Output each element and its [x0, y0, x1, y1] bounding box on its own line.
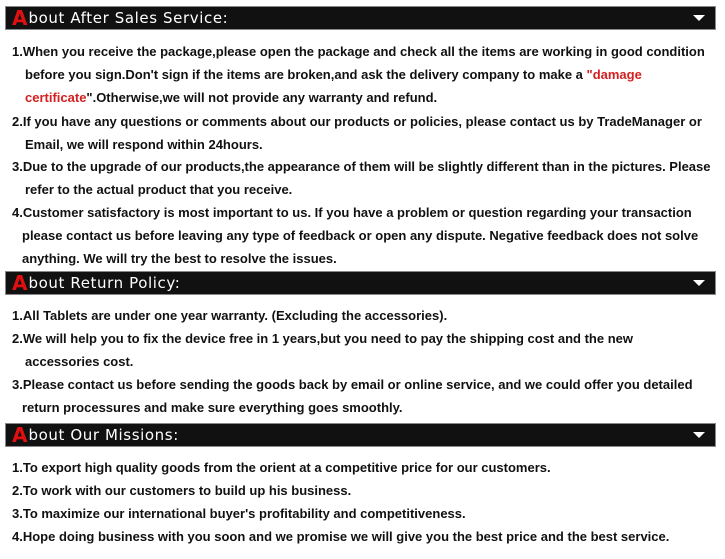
header-title: bout Return Policy:: [28, 274, 181, 292]
item-text: 3.Please contact us before sending the goods back by email or online service, and we could offer you detailed: [12, 377, 693, 392]
list-item: [12, 456, 723, 479]
header-title: bout Our Missions:: [28, 426, 179, 444]
item-text: accessories cost.: [25, 354, 134, 369]
item-text: 3.Due to the upgrade of our products,the appearance of them will be slightly different than in the pictures. Please: [12, 159, 711, 174]
item-text: 4.Hope doing business with you soon and we promise we will give you the best price and the best service.: [12, 529, 670, 544]
missions-section: [5, 423, 716, 447]
chevron-down-icon: [693, 15, 705, 21]
highlight-text: "damage: [586, 67, 642, 82]
item-text: 2.If you have any questions or comments about our products or policies, please contact us by TradeManager or: [12, 114, 702, 129]
header-initial: A: [12, 271, 28, 295]
list-item: [12, 525, 723, 548]
after-sales-section: [5, 6, 716, 30]
chevron-down-icon: [693, 280, 705, 286]
list-item: [12, 155, 723, 201]
highlight-text: certificate: [25, 90, 87, 105]
after-sales-header: [5, 6, 716, 30]
item-text-part: ".Otherwise,we will not provide any warranty and refund.: [86, 90, 438, 105]
item-text-part: before you sign.Don't sign if the items are broken,and ask the delivery company to make a: [25, 67, 587, 82]
list-item: [12, 110, 723, 156]
list-item: [12, 327, 723, 373]
item-text: Email, we will respond within 24hours.: [25, 137, 263, 152]
list-item: [12, 201, 723, 270]
return-policy-section: [5, 271, 716, 295]
list-item: [12, 40, 723, 109]
return-policy-header: [5, 271, 716, 295]
header-initial: A: [12, 6, 28, 30]
item-text: 1.All Tablets are under one year warranty. (Excluding the accessories).: [12, 308, 448, 323]
list-item: [12, 502, 723, 525]
item-text: 1.To export high quality goods from the orient at a competitive price for our customers.: [12, 460, 551, 475]
item-text: 2.To work with our customers to build up his business.: [12, 483, 352, 498]
header-title: bout After Sales Service:: [28, 9, 229, 27]
missions-header: [5, 423, 716, 447]
item-text: 2.We will help you to fix the device free in 1 years,but you need to pay the shipping cost and the new: [12, 331, 633, 346]
item-text: [12, 86, 723, 109]
list-item: [12, 479, 723, 502]
list-item: [12, 373, 723, 419]
item-text: 1.When you receive the package,please open the package and check all the items are working in good condition: [12, 44, 705, 59]
item-text: please contact us before leaving any type of feedback or open any dispute. Negative feedback does not solve: [22, 228, 699, 243]
chevron-down-icon: [693, 432, 705, 438]
header-initial: A: [12, 423, 28, 447]
item-text: anything. We will try the best to resolve the issues.: [22, 251, 337, 266]
item-text: 4.Customer satisfactory is most important to us. If you have a problem or question regarding your transaction: [12, 205, 692, 220]
item-text: refer to the actual product that you receive.: [25, 182, 293, 197]
item-text: 3.To maximize our international buyer's profitability and competitiveness.: [12, 506, 466, 521]
item-text: return processures and make sure everything goes smoothly.: [22, 400, 403, 415]
list-item: [12, 304, 723, 327]
item-text: [12, 63, 723, 86]
